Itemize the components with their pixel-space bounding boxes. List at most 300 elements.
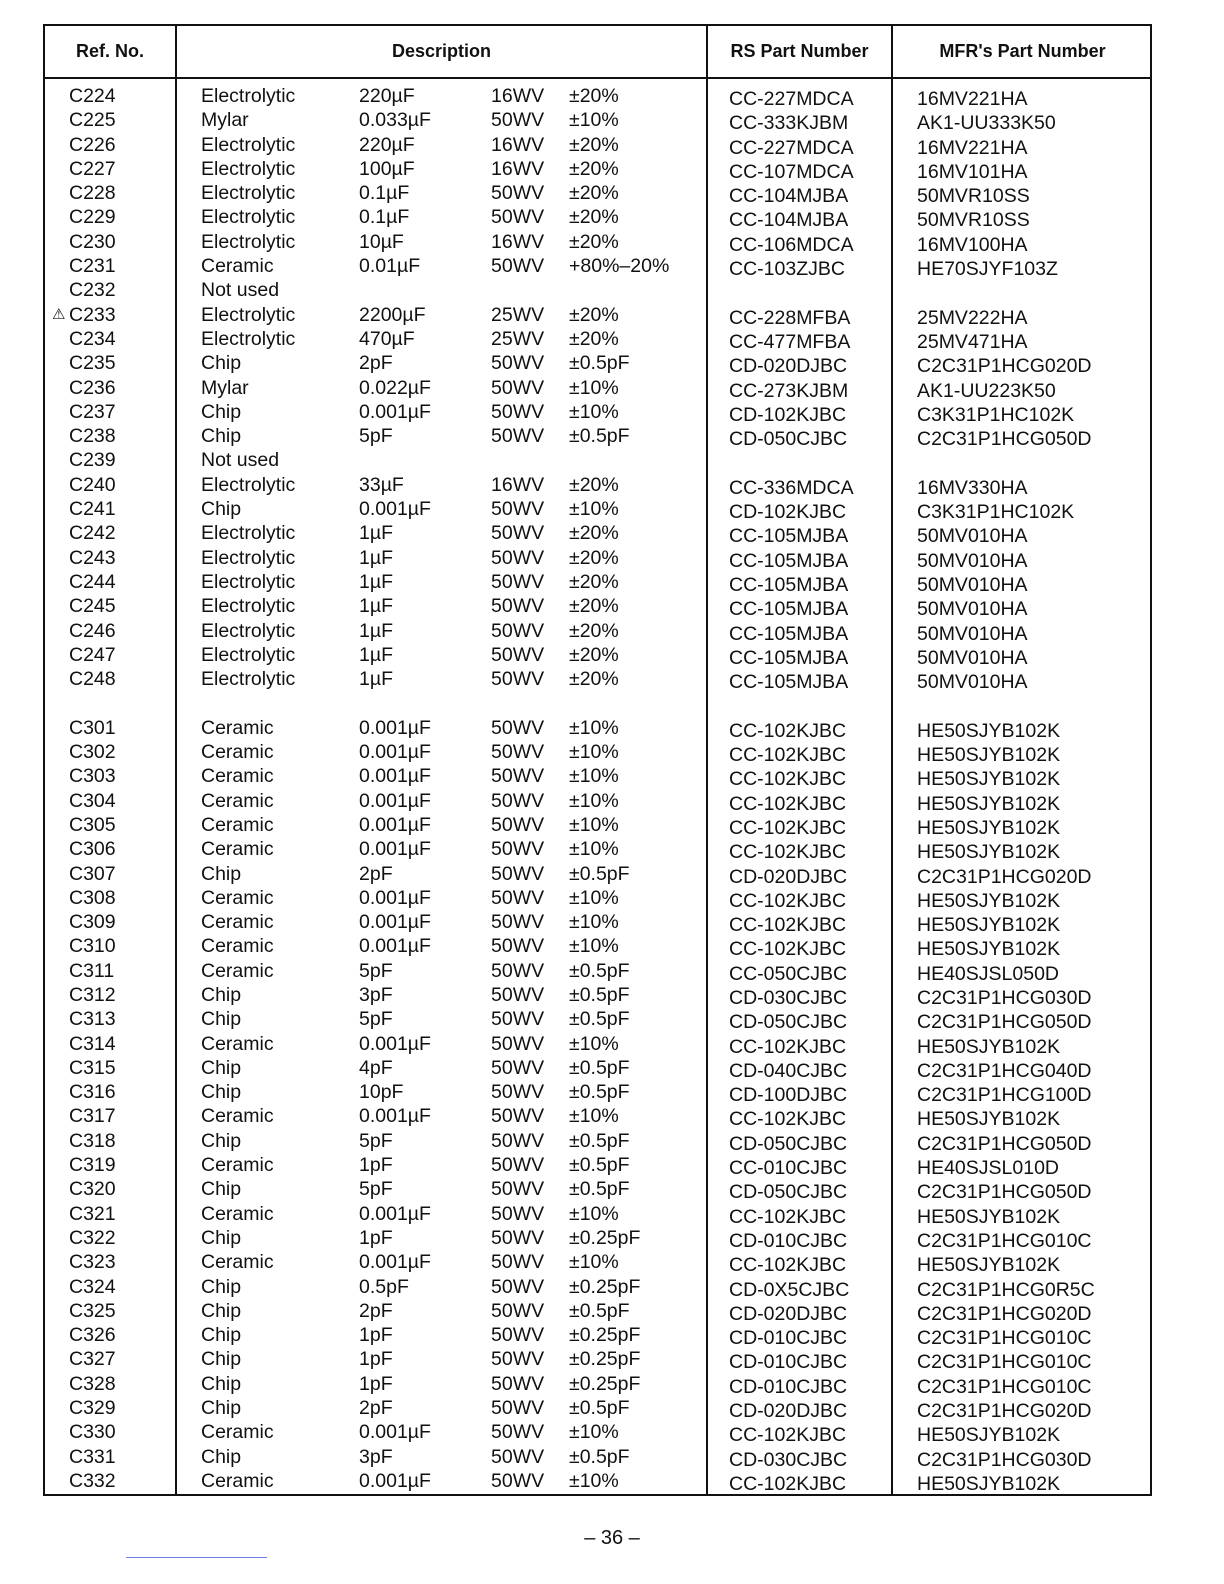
type-cell: Chip [201,425,242,448]
voltage-cell: 50WV [491,1397,545,1420]
type-cell: Ceramic [201,716,274,739]
rs-part-cell: CC-102KJBC [729,816,847,839]
ref-cell: C309 [69,911,116,934]
mfr-part-cell: 16MV100HA [917,233,1028,256]
tolerance-cell: ±10% [569,886,619,909]
tolerance-cell: ±20% [569,595,619,618]
rs-part-cell: CC-102KJBC [729,938,847,961]
type-cell: Ceramic [201,1202,274,1225]
mfr-part-cell: HE50SJYB102K [917,1424,1061,1447]
rs-part-cell: CD-050CJBC [729,1011,848,1034]
type-cell: Ceramic [201,959,274,982]
value-cell: 2pF [359,352,393,375]
page-number: – 36 – [584,1527,640,1549]
type-cell: Ceramic [201,838,274,861]
tolerance-cell: ±0.5pF [569,983,630,1006]
tolerance-cell: ±10% [569,716,619,739]
rs-part-cell: CD-010CJBC [729,1327,848,1350]
ref-cell: C228 [69,182,116,205]
value-cell: 0.022µF [359,376,431,399]
rs-part-cell: CC-477MFBA [729,330,851,353]
tolerance-cell: ±0.5pF [569,352,630,375]
rs-part-cell: CC-102KJBC [729,1472,847,1495]
tolerance-cell: ±0.5pF [569,862,630,885]
mfr-part-cell: C2C31P1HCG050D [917,428,1092,451]
value-cell: 2pF [359,1299,393,1322]
table-row [45,619,1150,643]
voltage-cell: 50WV [491,1032,545,1055]
value-cell: 0.001µF [359,1032,431,1055]
mfr-part-cell: AK1-UU333K50 [917,112,1056,135]
voltage-cell: 50WV [491,765,545,788]
mfr-part-cell: C2C31P1HCG030D [917,986,1092,1009]
mfr-part-cell: HE70SJYF103Z [917,258,1058,281]
rs-part-cell: CD-040CJBC [729,1059,848,1082]
tolerance-cell: ±0.25pF [569,1348,641,1371]
rs-part-cell: CC-105MJBA [729,622,849,645]
table-row [45,740,1150,767]
table-row [45,181,1150,208]
table-row [45,205,1150,232]
voltage-cell: 50WV [491,886,545,909]
voltage-cell: 50WV [491,1251,545,1274]
tolerance-cell: ±20% [569,327,619,350]
voltage-cell: 50WV [491,1056,545,1079]
value-cell: 3pF [359,1445,393,1468]
voltage-cell: 50WV [491,1299,545,1322]
ref-cell: C238 [69,425,116,448]
table-row [45,108,1150,135]
ref-cell: C324 [69,1275,116,1298]
type-cell: Chip [201,983,242,1006]
value-cell: 1pF [359,1154,393,1177]
table-row [45,1104,1150,1131]
voltage-cell: 16WV [491,85,545,107]
rs-part-cell: CC-103ZJBC [729,258,845,281]
type-cell: Electrolytic [201,619,296,642]
header-rs-part-number: RS Part Number [730,41,869,61]
voltage-cell: 50WV [491,1105,545,1128]
value-cell: 10pF [359,1081,404,1104]
mfr-part-cell: 50MVR10SS [917,185,1030,208]
rs-part-cell: CC-102KJBC [729,768,847,791]
rs-part-cell: CC-050CJBC [729,962,848,985]
tolerance-cell: ±0.5pF [569,1445,630,1468]
voltage-cell: 50WV [491,862,545,885]
tolerance-cell: ±10% [569,1251,619,1274]
ref-cell: C224 [69,85,116,107]
ref-cell: C329 [69,1397,116,1420]
tolerance-cell: ±20% [569,643,619,666]
tolerance-cell: ±10% [569,376,619,399]
type-cell: Ceramic [201,1469,274,1492]
rs-part-cell: CD-020DJBC [729,865,848,888]
value-cell: 0.001µF [359,886,431,909]
ref-cell: C323 [69,1251,116,1274]
value-cell: 0.001µF [359,498,431,521]
tolerance-cell: +80%–20% [569,255,670,278]
value-cell: 0.001µF [359,1421,431,1444]
section-gap [45,691,1150,715]
tolerance-cell: ±0.5pF [569,1178,630,1201]
type-cell: Chip [201,1275,242,1298]
mfr-part-cell: C2C31P1HCG010C [917,1375,1092,1398]
type-cell: Chip [201,1129,242,1152]
rs-part-cell: CC-106MDCA [729,233,854,256]
tolerance-cell: ±0.5pF [569,1081,630,1104]
voltage-cell: 50WV [491,789,545,812]
ref-cell: C232 [69,279,116,302]
ref-cell: C245 [69,595,116,618]
rs-part-cell: CC-010CJBC [729,1157,848,1180]
voltage-cell: 50WV [491,1202,545,1225]
voltage-cell: 50WV [491,1324,545,1347]
mfr-part-cell: 50MVR10SS [917,209,1030,232]
table-row [45,1445,1150,1469]
type-cell: Electrolytic [201,668,296,691]
ref-cell: C242 [69,522,116,545]
rs-part-cell: CC-333KJBM [729,112,849,135]
rs-part-cell: CD-030CJBC [729,986,848,1009]
ref-cell: C313 [69,1008,116,1031]
tolerance-cell: ±0.5pF [569,1299,630,1322]
header-mfr-part-number: MFR's Part Number [939,41,1106,61]
type-cell: Chip [201,1008,242,1031]
voltage-cell: 16WV [491,157,545,180]
mfr-part-cell: C2C31P1HCG020D [917,1400,1092,1423]
ref-cell: C301 [69,716,116,739]
rs-part-cell: CC-105MJBA [729,525,849,548]
type-cell: Ceramic [201,935,274,958]
ref-cell: C317 [69,1105,116,1128]
value-cell: 5pF [359,1178,393,1201]
mfr-part-cell: HE50SJYB102K [917,841,1061,864]
rs-part-cell: CD-050CJBC [729,428,848,451]
mfr-part-cell: 50MV010HA [917,598,1028,621]
ref-cell: C233 ⚠ [52,303,116,326]
table-row [45,716,1150,740]
voltage-cell: 50WV [491,668,545,691]
mfr-part-cell: HE40SJSL010D [917,1157,1060,1180]
value-cell: 0.001µF [359,789,431,812]
ref-cell: C314 [69,1032,116,1055]
voltage-cell: 50WV [491,1275,545,1298]
header-description: Description [391,41,492,61]
table-row [45,157,1150,181]
ref-cell: C239 [69,449,116,472]
tolerance-cell: ±20% [569,570,619,593]
table-row [45,959,1150,983]
tolerance-cell: ±0.5pF [569,959,630,982]
voltage-cell: 25WV [491,327,545,350]
type-cell: Chip [201,862,242,885]
voltage-cell: 50WV [491,498,545,521]
mfr-part-cell: C2C31P1HCG020D [917,355,1092,378]
value-cell: 1µF [359,546,393,569]
ref-cell: C244 [69,570,116,593]
table-row [45,643,1150,667]
voltage-cell: 50WV [491,619,545,642]
voltage-cell: 50WV [491,1226,545,1249]
tolerance-cell: ±10% [569,789,619,812]
table-row [45,376,1150,400]
ref-cell: C325 [69,1299,116,1322]
table-row [45,1056,1150,1080]
mfr-part-cell: 16MV221HA [917,88,1028,110]
value-cell: 0.033µF [359,109,431,132]
value-cell: 3pF [359,983,393,1006]
tolerance-cell: ±10% [569,813,619,836]
tolerance-cell: ±0.25pF [569,1226,641,1249]
ref-cell: C243 [69,546,116,569]
voltage-cell: 50WV [491,522,545,545]
table-row [45,1226,1150,1250]
value-cell: 33µF [359,473,404,496]
rs-part-cell: CC-105MJBA [729,573,849,596]
ref-cell: C234 [69,327,116,350]
voltage-cell: 50WV [491,546,545,569]
type-cell: Electrolytic [201,595,296,618]
type-cell: Electrolytic [201,473,296,496]
type-cell: Chip [201,1226,242,1249]
mfr-part-cell: 50MV010HA [917,646,1028,669]
ref-cell: C229 [69,206,116,229]
table-row [45,1080,1150,1107]
tolerance-cell: ±0.25pF [569,1324,641,1347]
value-cell: 5pF [359,959,393,982]
mfr-part-cell: 16MV101HA [917,160,1028,183]
type-cell: Not used [201,279,280,302]
mfr-part-cell: 50MV010HA [917,573,1028,596]
type-cell: Electrolytic [201,303,296,326]
value-cell: 2pF [359,862,393,885]
mfr-part-cell: C2C31P1HCG010C [917,1229,1092,1252]
header-divider [45,77,1150,79]
type-cell: Chip [201,1299,242,1322]
rs-part-cell: CC-105MJBA [729,598,849,621]
tolerance-cell: ±20% [569,522,619,545]
tolerance-cell: ±20% [569,546,619,569]
table-row [45,1323,1150,1350]
value-cell: 0.001µF [359,911,431,934]
table-row [45,254,1150,281]
rs-part-cell: CD-010CJBC [729,1351,848,1374]
type-cell: Electrolytic [201,546,296,569]
mfr-part-cell: C2C31P1HCG050D [917,1132,1092,1155]
type-cell: Ceramic [201,255,274,278]
rs-part-cell: CC-227MDCA [729,136,854,159]
rs-part-cell: CD-102KJBC [729,403,847,426]
type-cell: Ceramic [201,741,274,764]
type-cell: Chip [201,352,242,375]
ref-cell: C302 [69,741,116,764]
tolerance-cell: ±20% [569,85,619,107]
type-cell: Electrolytic [201,206,296,229]
rs-part-cell: CC-104MJBA [729,185,849,208]
value-cell: 4pF [359,1056,393,1079]
voltage-cell: 16WV [491,473,545,496]
value-cell: 2pF [359,1397,393,1420]
ref-cell: C311 [69,959,115,982]
voltage-cell: 50WV [491,1421,545,1444]
tolerance-cell: ±10% [569,1469,619,1492]
rs-part-cell: CC-336MDCA [729,476,854,499]
mfr-part-cell: HE50SJYB102K [917,938,1061,961]
ref-cell: C321 [69,1202,116,1225]
type-cell: Electrolytic [201,327,296,350]
voltage-cell: 50WV [491,1445,545,1468]
ref-cell: C308 [69,886,116,909]
type-cell: Ceramic [201,813,274,836]
type-cell: Chip [201,1324,242,1347]
mfr-part-cell: C2C31P1HCG030D [917,1448,1092,1471]
mfr-part-cell: C2C31P1HCG100D [917,1084,1092,1107]
tolerance-cell: ±10% [569,911,619,934]
tolerance-cell: ±0.5pF [569,1154,630,1177]
mfr-part-cell: HE50SJYB102K [917,889,1061,912]
mfr-part-cell: 16MV330HA [917,476,1028,499]
type-cell: Not used [201,449,280,472]
value-cell: 0.01µF [359,255,421,278]
voltage-cell: 50WV [491,425,545,448]
mfr-part-cell: HE50SJYB102K [917,1205,1061,1228]
rs-part-cell: CC-102KJBC [729,1254,847,1277]
table-row [45,473,1150,497]
ref-cell: C240 [69,473,116,496]
tolerance-cell: ±10% [569,765,619,788]
voltage-cell: 50WV [491,716,545,739]
tolerance-cell: ±20% [569,303,619,326]
value-cell: 470µF [359,327,415,350]
value-cell: 1pF [359,1348,393,1371]
value-cell: 0.001µF [359,1105,431,1128]
value-cell: 10µF [359,230,404,253]
rs-part-cell: CC-102KJBC [729,719,847,742]
voltage-cell: 50WV [491,109,545,132]
value-cell: 0.001µF [359,716,431,739]
table-row [45,1396,1150,1423]
rs-part-cell: CC-102KJBC [729,1035,847,1058]
rs-part-cell: CC-102KJBC [729,792,847,815]
mfr-part-cell: 50MV010HA [917,525,1028,548]
mfr-part-cell: HE40SJSL050D [917,962,1060,985]
value-cell: 1µF [359,668,393,691]
value-cell: 1µF [359,595,393,618]
tolerance-cell: ±20% [569,619,619,642]
rs-part-cell: CD-020DJBC [729,355,848,378]
table-row [45,862,1150,886]
ref-cell: C231 [69,255,116,278]
voltage-cell: 50WV [491,741,545,764]
tolerance-cell: ±0.5pF [569,1397,630,1420]
value-cell: 220µF [359,85,415,107]
type-cell: Ceramic [201,789,274,812]
value-cell: 1µF [359,643,393,666]
rs-part-cell: CC-102KJBC [729,1205,847,1228]
value-cell: 1µF [359,619,393,642]
mfr-part-cell: HE50SJYB102K [917,1035,1061,1058]
tolerance-cell: ±20% [569,133,619,156]
type-cell: Chip [201,400,242,423]
table-row [45,667,1150,694]
type-cell: Electrolytic [201,182,296,205]
table-row [45,1299,1150,1323]
mfr-part-cell: HE50SJYB102K [917,914,1061,937]
table-row [45,521,1150,548]
tolerance-cell: ±10% [569,109,619,132]
table-row [45,133,1150,157]
rs-part-cell: CD-030CJBC [729,1448,848,1471]
ref-cell: C326 [69,1324,116,1347]
ref-cell: C322 [69,1226,116,1249]
ref-cell: C318 [69,1129,116,1152]
voltage-cell: 50WV [491,1008,545,1031]
mfr-part-cell: 50MV010HA [917,671,1028,694]
value-cell: 5pF [359,1008,393,1031]
type-cell: Ceramic [201,911,274,934]
tolerance-cell: ±20% [569,230,619,253]
voltage-cell: 16WV [491,230,545,253]
mfr-part-cell: C2C31P1HCG020D [917,1302,1092,1325]
tolerance-cell: ±10% [569,838,619,861]
tolerance-cell: ±10% [569,1421,619,1444]
type-cell: Electrolytic [201,85,296,107]
value-cell: 5pF [359,1129,393,1152]
tolerance-cell: ±20% [569,668,619,691]
mfr-part-cell: 25MV471HA [917,330,1028,353]
tolerance-cell: ±0.25pF [569,1372,641,1395]
value-cell: 0.001µF [359,935,431,958]
table-row [45,1177,1150,1204]
table-row [45,1202,1150,1226]
rs-part-cell: CC-102KJBC [729,841,847,864]
ref-cell: C237 [69,400,116,423]
mfr-part-cell: C2C31P1HCG010C [917,1327,1092,1350]
type-cell: Electrolytic [201,133,296,156]
voltage-cell: 50WV [491,959,545,982]
value-cell: 0.001µF [359,765,431,788]
table-row [45,1250,1150,1277]
mfr-part-cell: C2C31P1HCG040D [917,1059,1092,1082]
rs-part-cell: CC-228MFBA [729,306,851,329]
ref-cell: C332 [69,1469,116,1492]
ref-cell: C328 [69,1372,116,1395]
tolerance-cell: ±10% [569,498,619,521]
tolerance-cell: ±20% [569,473,619,496]
type-cell: Ceramic [201,1032,274,1055]
mfr-part-cell: HE50SJYB102K [917,719,1061,742]
value-cell: 1pF [359,1226,393,1249]
type-cell: Electrolytic [201,157,296,180]
voltage-cell: 50WV [491,935,545,958]
type-cell: Chip [201,1348,242,1371]
rs-part-cell: CC-105MJBA [729,671,849,694]
ref-cell: C330 [69,1421,116,1444]
rs-part-cell: CD-020DJBC [729,1302,848,1325]
type-cell: Ceramic [201,1105,274,1128]
value-cell: 1pF [359,1372,393,1395]
table-row [45,546,1150,570]
warning-icon: ⚠ [52,305,66,323]
voltage-cell: 50WV [491,352,545,375]
type-cell: Ceramic [201,1154,274,1177]
tolerance-cell: ±10% [569,1202,619,1225]
mfr-part-cell: C2C31P1HCG050D [917,1181,1092,1204]
table-row [45,303,1150,327]
tolerance-cell: ±20% [569,206,619,229]
type-cell: Ceramic [201,765,274,788]
voltage-cell: 50WV [491,643,545,666]
